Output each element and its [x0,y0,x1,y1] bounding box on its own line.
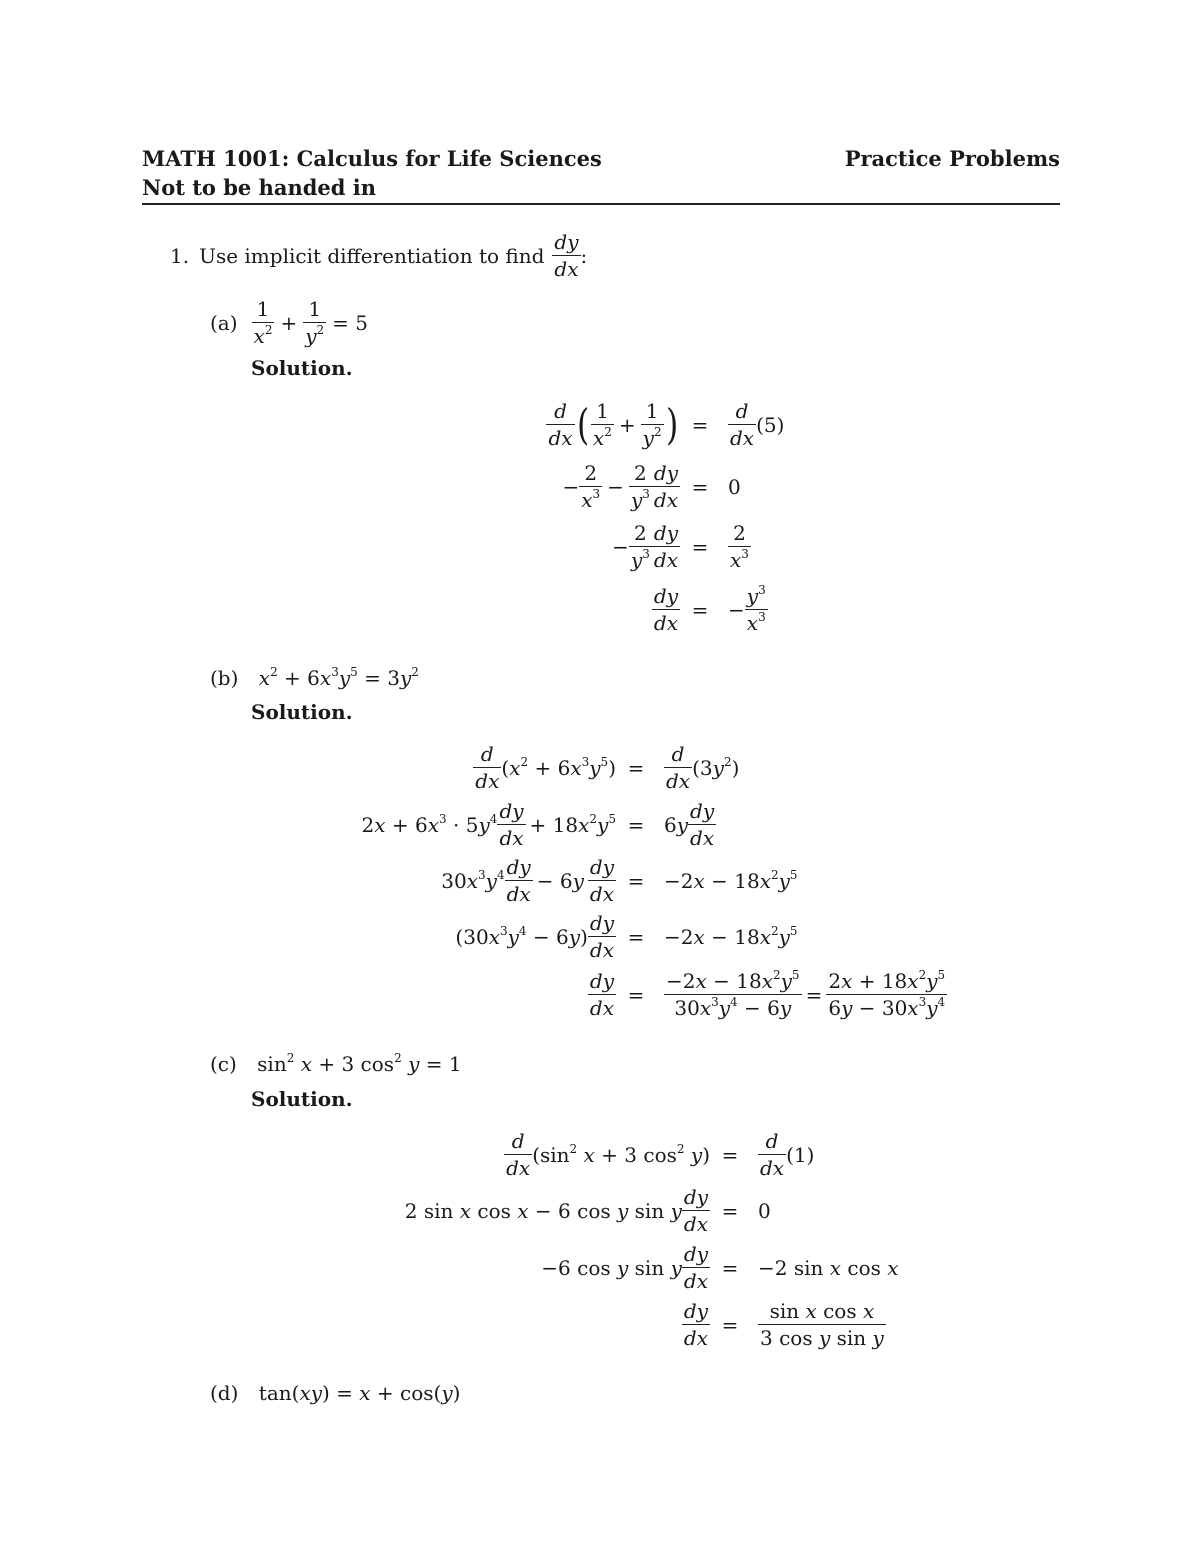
part-c-equation: (c) $\sin^2 x + 3$ $\cos^2 y = 1$ [210,1051,462,1076]
part-d-equation: (d) tan(xy) = x + cos(y) [210,1381,461,1405]
part-d-label: (d) [210,1381,239,1405]
solution-label-b: Solution. [251,700,353,724]
document-type: Practice Problems [844,146,1060,171]
solution-a-step3-rhs: $\frac{2}{x^3}$ [730,521,749,572]
solution-a-step1-rhs: $\frac{d}{dx}$ (5) [730,399,785,450]
course-title: MATH 1001: Calculus for Life Sciences [142,146,602,171]
solution-label-c: Solution. [251,1087,353,1111]
submission-note: Not to be handed in [142,175,377,200]
part-c-label: (c) [210,1052,237,1076]
solution-a-step1-lhs: $\frac{d}{dx}$ ( $\frac{1}{x^2}$ + $\frac{1}{y^2}$ ) [548,399,678,450]
part-a-equation: (a) $\frac{1}{x^2}$ + $\frac{1}{y^2}$ = 5 [210,297,369,348]
solution-b-step5-lhs: $\frac{dy}{dx}$ [589,969,614,1020]
solution-c-step4-lhs: $\frac{dy}{dx}$ [683,1299,708,1350]
derivative-fraction: $\frac{dy}{dx}$ [554,230,579,281]
solution-b-step5-rhs: $\frac{-2x - 18x^2y^5}{30x^3y^4 - 6y}$ = $\frac{2x + 18x^2y^5}{6y - 30x^3y^4}$ [666,968,946,1020]
solution-b-step1-lhs: $\frac{d}{dx}$ $(x^2 + 6x^3y^5)$ [475,742,616,793]
solution-a-step3-lhs: − $\frac{2}{y^3}$ $\frac{dy}{dx}$ [612,521,678,572]
solution-b-step4-lhs: $(30x^3y^4 - 6y)$ $\frac{dy}{dx}$ [455,911,614,962]
solution-c-step2-rhs: 0 [758,1199,771,1223]
intro-colon: : [580,244,588,268]
solution-a-step2-rhs: 0 [728,475,741,499]
solution-label-a: Solution. [251,356,353,380]
solution-b-step2-rhs: 6y $\frac{dy}{dx}$ [664,799,715,850]
part-b-equation: (b) $x^2 + 6x^3y^5 = 3y^2$ [210,665,419,690]
solution-c-step3-rhs: −2 sin x cos x [758,1256,899,1280]
solution-c-step4-rhs: $\frac{\text{sin x cos x}}{\text{3 cos y sin y}}$ [760,1299,884,1350]
part-b-label: (b) [210,666,239,690]
solution-b-step4-rhs: $-2x - 18x^2y^5$ [664,924,798,949]
solution-a-step2-lhs: − $\frac{2}{x^3}$ − $\frac{2}{y^3}$ $\frac{dy}{dx}$ [562,461,678,512]
problem-number: 1. [170,244,190,268]
solution-c-step1-rhs: $\frac{d}{dx}$ (1) [760,1129,815,1180]
solution-a-step4-lhs: $\frac{dy}{dx}$ [653,584,678,635]
solution-a-step4-rhs: − $\frac{y^3}{x^3}$ [728,583,766,635]
header-rule [142,203,1060,205]
solution-b-step1-rhs: $\frac{d}{dx}$ $(3y^2)$ [666,742,740,793]
part-a-label: (a) [210,311,238,335]
solution-c-step2-lhs: 2 sin x cos x − 6 cos y sin y $\frac{dy}{dx}$ [404,1185,708,1236]
solution-b-step2-lhs: $2x + 6x^3 \cdot 5y^4$ $\frac{dy}{dx}$ + $18x^2y^5$ [361,799,616,850]
solution-b-step3-lhs: $30x^3y^4$ $\frac{dy}{dx}$ − 6y $\frac{dy}{dx}$ [441,855,614,906]
problem-intro [170,232,587,280]
solution-b-step3-rhs: $-2x - 18x^2y^5$ [664,868,798,893]
solution-c-step3-lhs: −6 cos y sin y $\frac{dy}{dx}$ [541,1242,708,1293]
problem-instruction: Use implicit differentiation to find [199,244,545,268]
solution-c-step1-lhs: $\frac{d}{dx}$ ($\sin^2$ x + 3 $\cos^2 y$) [506,1129,710,1180]
